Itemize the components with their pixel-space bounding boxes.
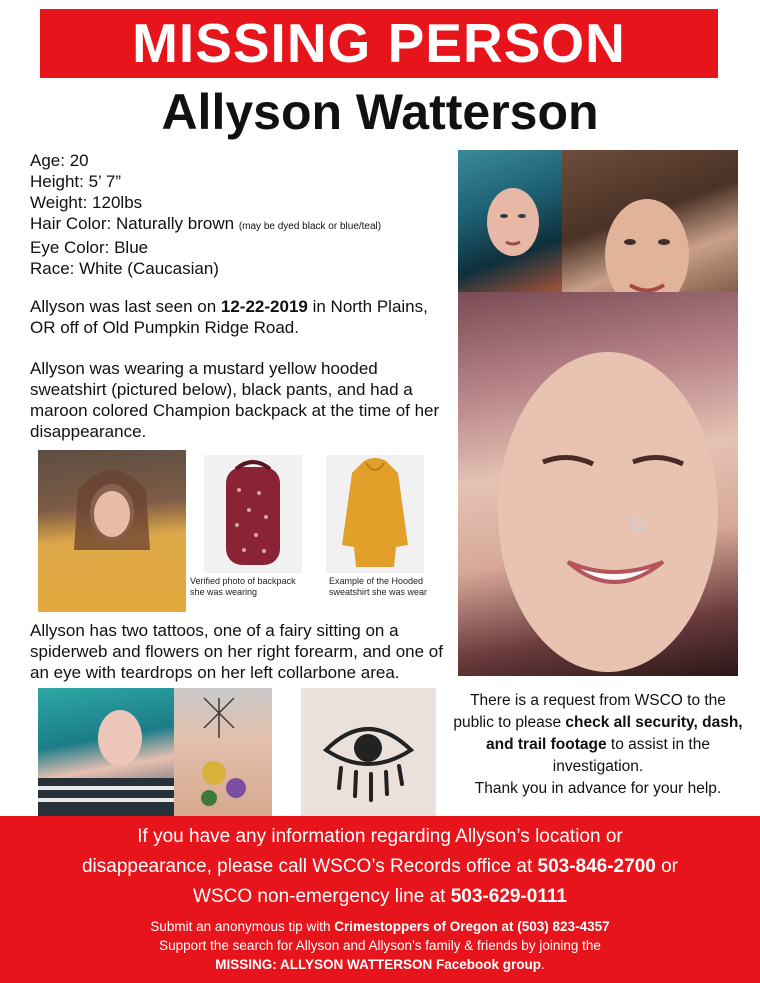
age: Age: 20 bbox=[30, 151, 89, 170]
hair-note: (may be dyed black or blue/teal) bbox=[238, 221, 382, 232]
photo-backpack bbox=[204, 455, 302, 573]
eye-color: Eye Color: Blue bbox=[30, 238, 149, 257]
hair-color bbox=[30, 213, 470, 237]
non-emergency-phone: 503-629-0111 bbox=[450, 886, 567, 907]
height: Height: 5’ 7” bbox=[30, 172, 122, 191]
race: Race: White (Caucasian) bbox=[30, 259, 219, 278]
backpack-caption: Verified photo of backpack she was wearing bbox=[190, 576, 296, 597]
last-seen-paragraph: Allyson was last seen on 12-22-2019 in North Plains, OR off of Old Pumpkin Ridge Road. bbox=[30, 297, 428, 337]
person-stats bbox=[30, 150, 470, 279]
hoodie-caption: Example of the Hooded sweatshirt she was wear bbox=[329, 576, 428, 597]
photo-hoodie-example bbox=[326, 455, 424, 573]
photo-teal-hair bbox=[458, 150, 562, 292]
footage-request-highlight: check all security, dash, and trail footage bbox=[486, 714, 743, 753]
clothing-paragraph: Allyson was wearing a mustard yellow hooded sweatshirt (pictured below), black pants, and had a maroon colored Champion backpack at the time of her disappearance. bbox=[30, 359, 440, 441]
photo-teal-hair-selfie bbox=[38, 688, 174, 818]
footer-line-1: If you have any information regarding Allyson’s location or bbox=[137, 826, 623, 847]
crimestoppers-line: Submit an anonymous tip with Crimestoppers of Oregon at (503) 823-4357 bbox=[150, 919, 610, 934]
footer-line-2: disappearance, please call WSCO’s Records office at 503-846-2700 or bbox=[81, 856, 679, 877]
facebook-group-name: MISSING: ALLYSON WATTERSON Facebook group bbox=[215, 957, 541, 972]
missing-person-banner: MISSING PERSON bbox=[40, 9, 718, 78]
photo-yellow-hoodie bbox=[38, 450, 186, 612]
last-seen-date: 12-22-2019 bbox=[220, 297, 308, 316]
person-name: Allyson Watterson bbox=[161, 84, 599, 140]
footer-line-3: WSCO non-emergency line at 503-629-0111 bbox=[193, 886, 567, 907]
photo-forearm-tattoo bbox=[174, 688, 272, 818]
hair-color-value: Hair Color: Naturally brown bbox=[30, 214, 235, 233]
photo-eye-tattoo bbox=[301, 688, 436, 818]
thank-you: Thank you in advance for your help. bbox=[474, 780, 722, 797]
support-line: Support the search for Allyson and Allyson’s family & friends by joining the bbox=[159, 938, 601, 953]
weight: Weight: 120lbs bbox=[30, 193, 143, 212]
facebook-group-line: MISSING: ALLYSON WATTERSON Facebook group. bbox=[215, 957, 545, 972]
records-phone: 503-846-2700 bbox=[537, 856, 656, 877]
crimestoppers-contact: Crimestoppers of Oregon at (503) 823-4357 bbox=[334, 919, 610, 934]
tattoos-paragraph: Allyson has two tattoos, one of a fairy sitting on a spiderweb and flowers on her right forearm, and one of an eye with teardrops on her left collarbone area. bbox=[30, 621, 443, 682]
photo-closeup-smile bbox=[458, 292, 738, 676]
footage-request: There is a request from WSCO to the public to please check all security, dash, and trail footage to assist in the investigation. Thank you in advance for your help. bbox=[448, 690, 748, 800]
contact-footer bbox=[0, 816, 760, 983]
